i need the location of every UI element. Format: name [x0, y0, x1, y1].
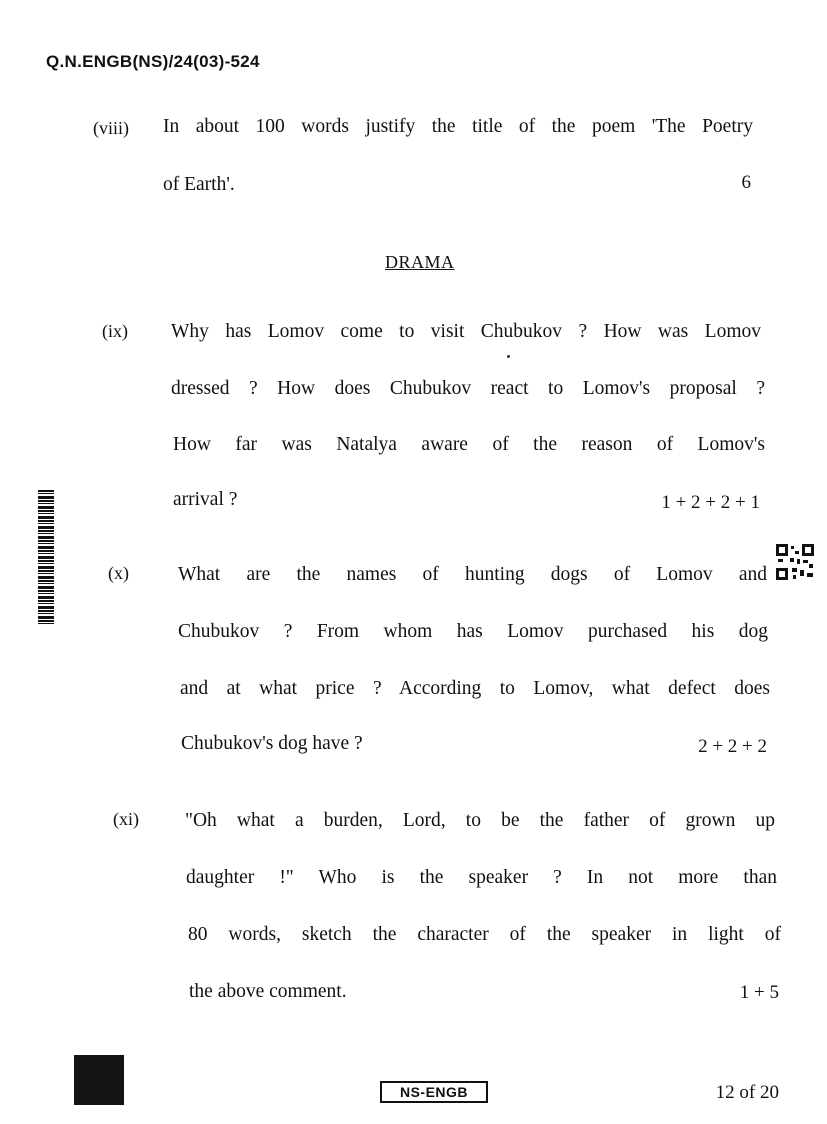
- page-number: 12 of 20: [715, 1082, 779, 1103]
- question-number: (x): [108, 563, 129, 583]
- marks: 2 + 2 + 2: [698, 736, 767, 757]
- question-line: daughter !" Who is the speaker ? In not more than: [186, 867, 777, 888]
- question-line: dressed ? How does Chubukov react to Lomov's proposal ?: [171, 378, 765, 399]
- barcode-icon: [38, 490, 54, 626]
- question-line: the above comment.: [189, 981, 347, 1002]
- ink-speck: [507, 355, 510, 358]
- question-number: (xi): [113, 809, 139, 829]
- question-line: of Earth'.: [163, 174, 235, 195]
- question-line: What are the names of hunting dogs of Lomov and: [178, 564, 767, 585]
- question-number: (ix): [102, 321, 128, 341]
- marks: 1 + 5: [739, 982, 779, 1003]
- question-line: arrival ?: [173, 489, 238, 510]
- question-line: How far was Natalya aware of the reason of Lomov's: [173, 434, 765, 455]
- marks: 1 + 2 + 2 + 1: [661, 492, 760, 513]
- marks: 6: [741, 172, 751, 193]
- question-line: Why has Lomov come to visit Chubukov ? How was Lomov: [171, 321, 761, 342]
- question-number: (viii): [93, 118, 129, 138]
- paper-code-header: Q.N.ENGB(NS)/24(03)-524: [46, 52, 260, 71]
- question-line: "Oh what a burden, Lord, to be the father of grown up: [185, 810, 775, 831]
- qr-code-icon: [776, 544, 814, 580]
- question-line: and at what price ? According to Lomov, what defect does: [180, 678, 770, 699]
- question-line: In about 100 words justify the title of the poem 'The Poetry: [163, 116, 753, 137]
- question-line: 80 words, sketch the character of the speaker in light of: [188, 924, 781, 945]
- section-heading: DRAMA: [385, 252, 455, 272]
- question-line: Chubukov ? From whom has Lomov purchased his dog: [178, 621, 768, 642]
- question-line: Chubukov's dog have ?: [181, 733, 363, 754]
- footer-code: NS-ENGB: [380, 1081, 488, 1103]
- ink-stamp-icon: [74, 1055, 124, 1105]
